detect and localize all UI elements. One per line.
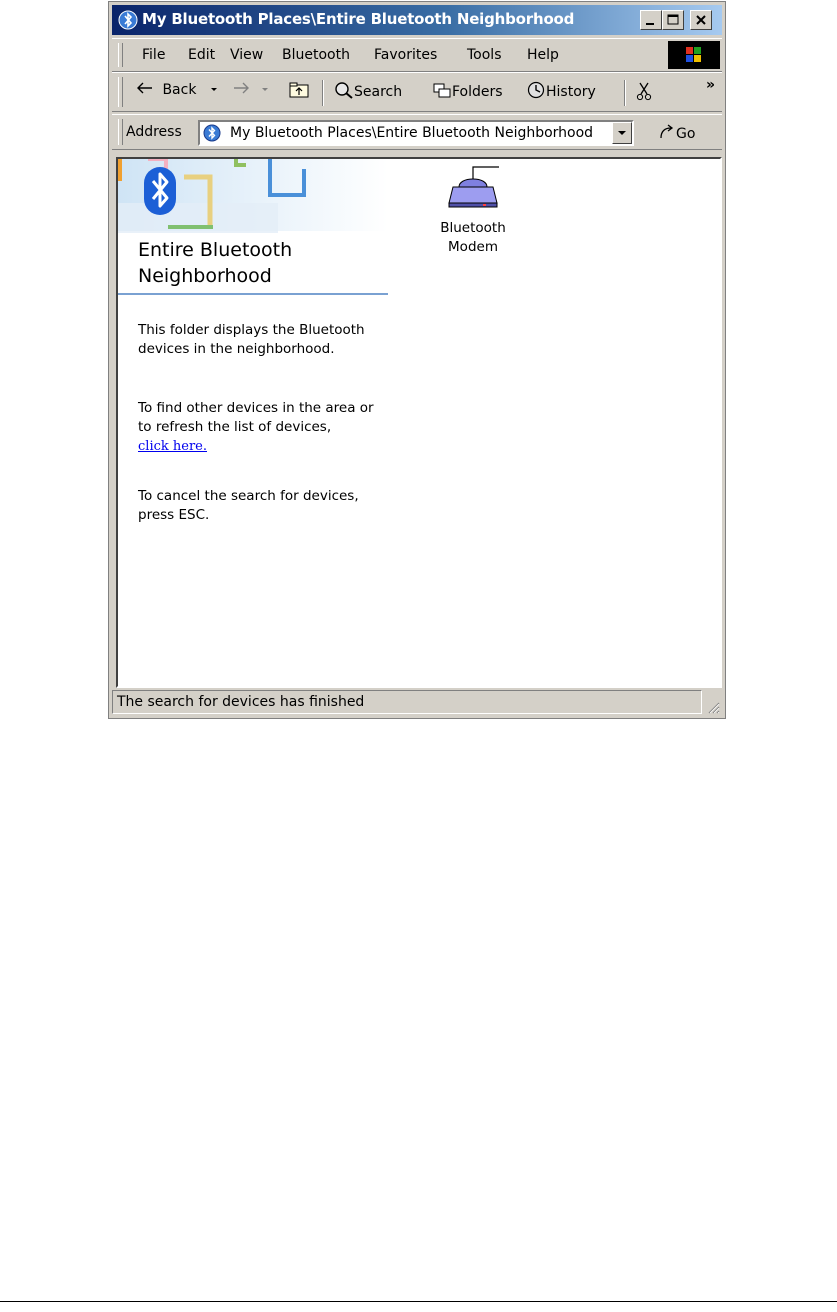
close-icon — [695, 14, 707, 26]
bluetooth-places-icon — [118, 10, 138, 30]
resize-grip-icon[interactable] — [706, 700, 720, 714]
maximize-icon — [667, 14, 679, 26]
windows-logo — [668, 41, 720, 69]
minimize-icon — [645, 14, 657, 26]
forward-arrow-icon — [232, 81, 250, 95]
maximize-button[interactable] — [662, 10, 684, 30]
search-button[interactable] — [334, 81, 402, 105]
pane-title: Entire Bluetooth Neighborhood — [138, 239, 293, 287]
menu-edit[interactable]: Edit — [188, 47, 216, 63]
chevron-down-icon — [613, 123, 631, 143]
up-folder-icon — [288, 81, 310, 99]
history-icon — [526, 81, 546, 99]
pane-refresh-text — [138, 399, 388, 456]
status-bar — [112, 690, 722, 716]
menu-file[interactable]: File — [142, 47, 166, 63]
go-arrow-icon — [658, 124, 676, 140]
folders-icon — [432, 81, 452, 99]
search-button-label: Search — [354, 84, 403, 100]
menu-bar-grip[interactable] — [118, 43, 123, 67]
menu-bar — [112, 38, 722, 72]
folders-button[interactable] — [432, 81, 503, 105]
back-button[interactable] — [136, 81, 219, 105]
go-button[interactable] — [658, 124, 695, 142]
toolbar-separator — [624, 80, 626, 106]
forward-dropdown-icon[interactable] — [260, 84, 270, 94]
device-label: Bluetooth Modem — [440, 220, 506, 255]
refresh-link[interactable]: click here. — [138, 439, 207, 454]
device-item-bluetooth-modem[interactable] — [418, 163, 528, 257]
bluetooth-places-small-icon — [203, 124, 221, 142]
cut-button[interactable] — [636, 81, 652, 105]
address-input[interactable] — [198, 120, 634, 146]
close-button[interactable] — [690, 10, 712, 30]
pane-description: This folder displays the Bluetooth devices in the neighborhood. — [138, 322, 365, 357]
up-folder-button[interactable] — [288, 81, 310, 105]
menu-favorites[interactable]: Favorites — [374, 47, 438, 63]
history-button[interactable] — [526, 81, 596, 105]
scissors-icon — [636, 81, 652, 101]
modem-icon — [443, 163, 503, 213]
bluetooth-banner-graphic — [118, 159, 388, 239]
toolbar-grip[interactable] — [118, 77, 123, 107]
address-bar — [112, 114, 722, 150]
address-label: Address — [126, 124, 182, 140]
page-footer-rule — [0, 1301, 837, 1302]
folders-button-label: Folders — [452, 84, 503, 100]
address-dropdown-button[interactable] — [612, 122, 632, 144]
status-text: The search for devices has finished — [112, 690, 702, 714]
windows-flag-icon — [668, 41, 720, 69]
explorer-window — [108, 1, 726, 719]
search-icon — [334, 81, 354, 99]
forward-button[interactable] — [232, 81, 270, 105]
menu-view[interactable]: View — [230, 47, 264, 63]
folder-view — [116, 157, 722, 688]
back-arrow-icon — [136, 81, 154, 95]
title-bar[interactable] — [112, 5, 722, 35]
pane-title-divider — [118, 293, 388, 295]
menu-help[interactable]: Help — [527, 47, 559, 63]
toolbar-separator — [322, 80, 324, 106]
window-title: My Bluetooth Places\Entire Bluetooth Neighborhood — [142, 10, 575, 28]
toolbar-overflow-chevron[interactable]: » — [706, 77, 716, 93]
refresh-instruction: To find other devices in the area or to refresh the list of devices, — [138, 400, 374, 435]
menu-bluetooth[interactable]: Bluetooth — [282, 47, 350, 63]
pane-cancel-text: To cancel the search for devices, press ESC. — [138, 488, 359, 523]
back-dropdown-icon[interactable] — [209, 84, 219, 94]
history-button-label: History — [546, 84, 596, 100]
address-value: My Bluetooth Places\Entire Bluetooth Neighborhood — [230, 125, 594, 141]
address-bar-grip[interactable] — [118, 119, 123, 145]
standard-toolbar — [112, 72, 722, 112]
menu-tools[interactable]: Tools — [467, 47, 502, 63]
minimize-button[interactable] — [640, 10, 662, 30]
back-button-label: Back — [162, 82, 197, 98]
go-button-label: Go — [676, 126, 696, 142]
